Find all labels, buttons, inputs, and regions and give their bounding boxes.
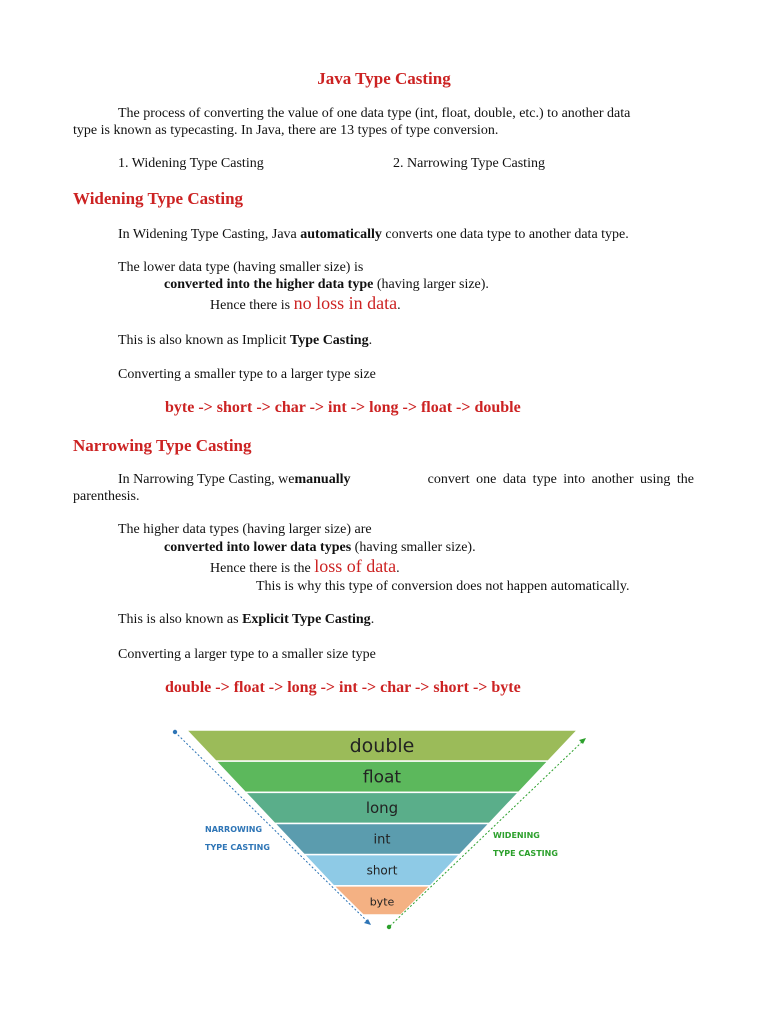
intro-line-2: type is known as typecasting. In Java, there are 13 types of type conversion. <box>73 123 499 138</box>
narrowing-paragraph-1-line-2: parenthesis. <box>73 489 140 504</box>
pyramid-label-double: double <box>349 735 415 758</box>
list-item-widening: 1. Widening Type Casting <box>118 156 264 171</box>
widening-heading: Widening Type Casting <box>73 189 244 208</box>
narrowing-loss-line: Hence there is the loss of data. <box>210 556 400 576</box>
narrowing-reason: This is why this type of conversion does not happen automatically. <box>256 579 630 594</box>
pyramid-label-short: short <box>366 863 398 878</box>
narrowing-arrowhead <box>364 919 371 925</box>
widening-arrowhead <box>579 738 586 744</box>
pyramid-label-byte: byte <box>369 895 395 909</box>
narrowing-paragraph-2-line-2: converted into lower data types (having smaller size). <box>164 540 476 555</box>
narrowing-paragraph-2-line-1: The higher data types (having larger size) are <box>118 522 372 537</box>
pyramid-label-int: int <box>373 832 391 848</box>
no-loss-highlight: no loss in data <box>293 293 398 313</box>
widening-paragraph-1: In Widening Type Casting, Java automatically converts one data type to another data type. <box>118 227 629 242</box>
widening-description: Converting a smaller type to a larger type size <box>118 367 376 382</box>
widening-paragraph-2-line-1: The lower data type (having smaller size) is <box>118 260 364 275</box>
widening-implicit-note: This is also known as Implicit Type Casting. <box>118 333 373 348</box>
widening-no-loss-line: Hence there is no loss in data. <box>210 293 401 313</box>
narrowing-description: Converting a larger type to a smaller size type <box>118 647 376 662</box>
narrowing-label-line-2: TYPE CASTING <box>205 843 270 852</box>
narrowing-explicit-note: This is also known as Explicit Type Casting. <box>118 612 375 627</box>
narrowing-chain: double -> float -> long -> int -> char -> short -> byte <box>165 679 521 696</box>
loss-highlight: loss of data <box>314 556 397 576</box>
widening-paragraph-2-line-2: converted into the higher data type (having larger size). <box>164 277 489 292</box>
narrowing-paragraph-1-line-1: In Narrowing Type Casting, we manually convert one data type into another using the <box>118 472 694 487</box>
narrowing-label-line-1: NARROWING <box>205 825 263 834</box>
type-casting-pyramid <box>165 722 595 937</box>
narrowing-heading: Narrowing Type Casting <box>73 436 252 455</box>
pyramid-label-float: float <box>362 767 402 788</box>
widening-chain: byte -> short -> char -> int -> long -> float -> double <box>165 399 521 416</box>
list-item-narrowing: 2. Narrowing Type Casting <box>393 156 545 171</box>
widening-label-line-1: WIDENING <box>493 831 540 840</box>
narrowing-arrow-start-dot <box>173 730 177 734</box>
pyramid-label-long: long <box>365 799 399 818</box>
intro-line-1: The process of converting the value of one data type (int, float, double, etc.) to another data <box>118 106 631 121</box>
widening-arrow-start-dot <box>387 925 391 929</box>
page-title: Java Type Casting <box>317 69 451 88</box>
widening-label-line-2: TYPE CASTING <box>493 849 558 858</box>
